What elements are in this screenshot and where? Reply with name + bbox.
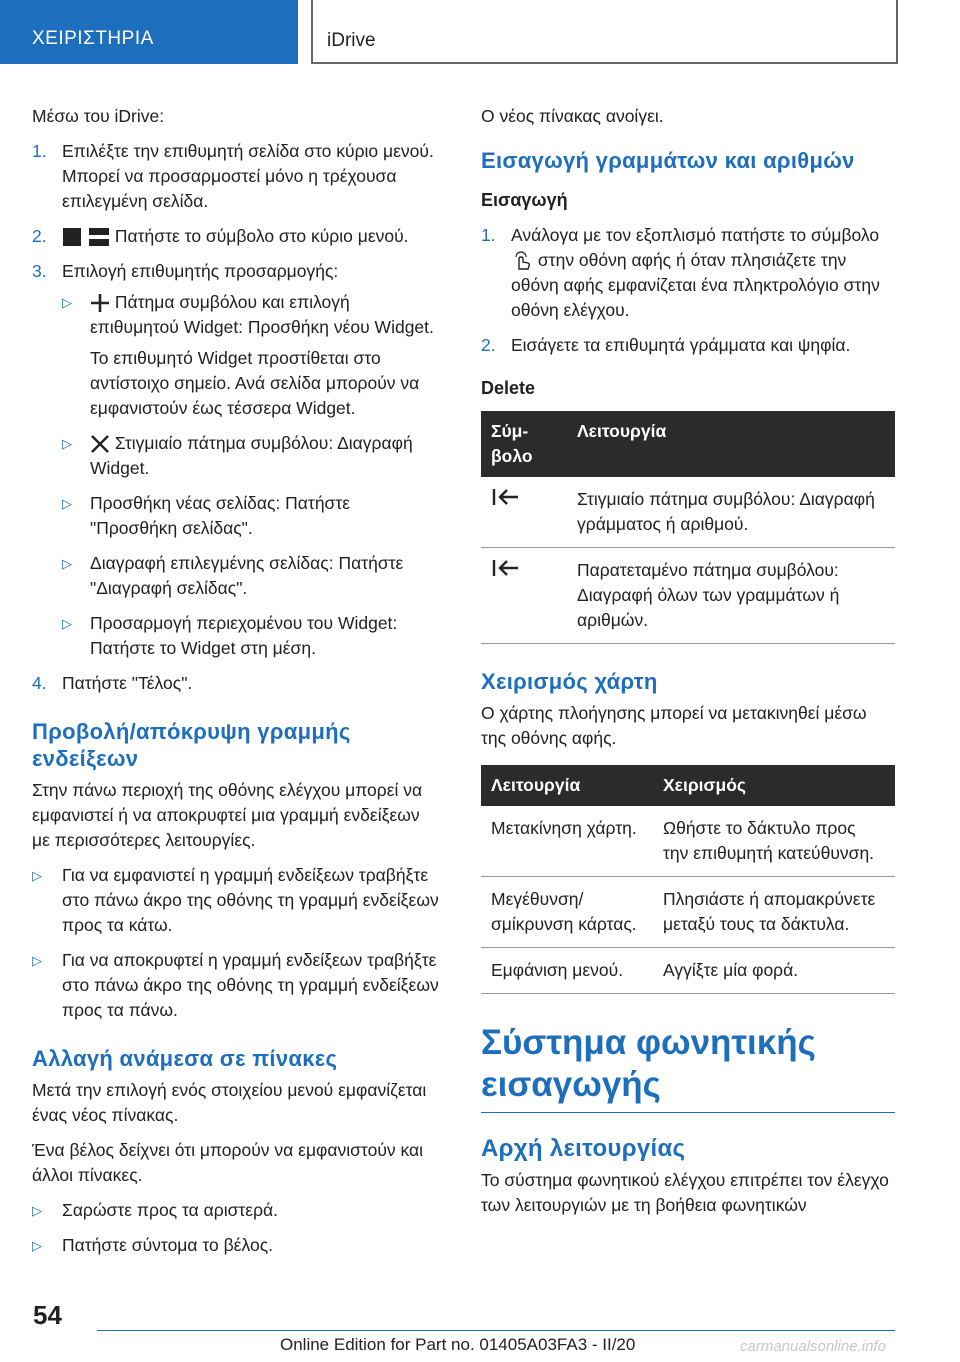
step-3	[32, 259, 442, 284]
backspace-icon	[491, 558, 521, 578]
page-number: 54	[33, 1300, 62, 1330]
table-header: Λειτουργία	[481, 765, 653, 806]
table-header-row	[481, 765, 895, 806]
step-text: Ανάλογα με τον εξοπλισμό πατήστε το σύμβολο	[511, 225, 880, 245]
table-cell: Στιγμιαίο πάτημα συμβόλου: Διαγραφή γράμματος ή αριθμού.	[567, 477, 895, 548]
heading-delete: Delete	[481, 378, 536, 398]
table-cell: Ωθήστε το δάκτυλο προς την επιθυμητή κατεύθυνση.	[653, 806, 895, 877]
step-2	[32, 224, 442, 249]
step-number: 2.	[32, 226, 47, 246]
watermark: carmanualsonline.info	[740, 1338, 886, 1355]
step-1	[32, 139, 442, 214]
bullet	[32, 1198, 442, 1223]
entry-step-1	[481, 223, 895, 323]
step-text: Επιλογή επιθυμητής προσαρμογής:	[62, 261, 339, 281]
panels-text-1: Μετά την επιλογή ενός στοιχείου μενού εμφανίζεται ένας νέος πίνακας.	[32, 1080, 427, 1125]
bullet-triangle-icon: ▷	[62, 436, 72, 451]
step-text: Επιλέξτε την επιθυμητή σελίδα στο κύριο μενού. Μπορεί να προσαρμοστεί μόνο η τρέχουσα επιλεγμένη σελίδα.	[62, 141, 434, 211]
table-header-row	[481, 411, 895, 477]
bullet-text: Πατήστε σύντομα το βέλος.	[62, 1235, 273, 1255]
bullet-text: Για να εμφανιστεί η γραμμή ενδείξεων τραβήξτε στο πάνω άκρο της οθόνης τη γραμμή ενδείξεων προς τα κάτω.	[62, 865, 439, 935]
panels-text-2: Ένα βέλος δείχνει ότι μπορούν να εμφανιστούν και άλλοι πίνακες.	[32, 1140, 424, 1185]
table-cell: Μετακίνηση χάρτη.	[481, 806, 653, 877]
heading-principle: Αρχή λειτουργίας	[481, 1135, 686, 1162]
heading-panels: Αλλαγή ανάμεσα σε πίνακες	[32, 1046, 338, 1071]
header-chapter-tab	[311, 0, 898, 64]
heading-map: Χειρισμός χάρτη	[481, 669, 658, 694]
bullet	[32, 611, 442, 661]
delete-table	[481, 411, 895, 644]
table-row	[481, 548, 895, 644]
hand-touch-icon	[511, 251, 533, 271]
bullet-text: Σαρώστε προς τα αριστερά.	[62, 1200, 279, 1220]
entry-step-2	[481, 333, 895, 358]
table-cell: Παρατεταμένο πάτημα συμβόλου: Διαγραφή όλων των γραμμάτων ή αριθμών.	[567, 548, 895, 644]
table-header: Σύμβολο	[481, 411, 567, 477]
header-chapter: iDrive	[327, 30, 376, 51]
bullet-triangle-icon: ▷	[62, 496, 72, 511]
table-cell: Εμφάνιση μενού.	[481, 948, 653, 994]
step-text: Πατήστε "Τέλος".	[62, 673, 193, 693]
backspace-icon	[491, 487, 521, 507]
bullet	[32, 551, 442, 601]
step-number: 3.	[32, 261, 47, 281]
heading-input: Εισαγωγή γραμμάτων και αριθμών	[481, 148, 855, 173]
map-text: Ο χάρτης πλοήγησης μπορεί να μετακινηθεί μέσω της οθόνης αφής.	[481, 703, 867, 748]
step-text: Εισάγετε τα επιθυμητά γράμματα και ψηφία.	[511, 335, 851, 355]
heading-voice-input: Σύστημα φωνητικής εισαγωγής	[481, 1022, 895, 1113]
step-number: 1.	[481, 225, 496, 245]
bullet-text: Για να αποκρυφτεί η γραμμή ενδείξεων τραβήξτε στο πάνω άκρο της οθόνης τη γραμμή ενδείξεων προς τα πάνω.	[62, 950, 439, 1020]
step-number: 2.	[481, 335, 496, 355]
map-table	[481, 765, 895, 994]
status-text: Στην πάνω περιοχή της οθόνης ελέγχου μπορεί να εμφανιστεί ή να αποκρυφτεί μια γραμμή ενδείξεων με περισσότερες λειτουργίες.	[32, 780, 423, 850]
bullet-triangle-icon: ▷	[62, 295, 72, 310]
close-icon	[90, 434, 110, 454]
bullet-text: Στιγμιαίο πάτημα συμβόλου: Διαγραφή Widget.	[90, 433, 413, 478]
bullet-triangle-icon: ▷	[32, 1203, 42, 1218]
footer-divider	[97, 1330, 895, 1331]
right-column	[481, 104, 895, 1228]
table-cell	[481, 477, 567, 548]
bullet-triangle-icon: ▷	[32, 1238, 42, 1253]
bullet-note: Το επιθυμητό Widget προστίθεται στο αντίστοιχο σημείο. Ανά σελίδα μπορούν να εμφανιστούν έως τέσσερα Widget.	[90, 348, 420, 418]
table-cell: Αγγίξτε μία φορά.	[653, 948, 895, 994]
table-header: Λειτουργία	[567, 411, 895, 477]
step-number: 4.	[32, 673, 47, 693]
principle-text: Το σύστημα φωνητικού ελέγχου επιτρέπει τον έλεγχο των λειτουργιών με τη βοήθεια φωνητικών	[481, 1170, 889, 1215]
bullet-triangle-icon: ▷	[62, 556, 72, 571]
step-4	[32, 671, 442, 696]
step-number: 1.	[32, 141, 47, 161]
footer-edition: Online Edition for Part no. 01405A03FA3 - II/20	[280, 1335, 636, 1354]
bullet-text: Προσαρμογή περιεχομένου του Widget: Πατήστε το Widget στη μέση.	[90, 613, 398, 658]
heading-entry: Εισαγωγή	[481, 190, 568, 210]
table-row	[481, 806, 895, 877]
bullet-text: Πάτημα συμβόλου και επιλογή επιθυμητού Widget: Προσθήκη νέου Widget.	[90, 292, 434, 337]
table-row	[481, 877, 895, 948]
bullet	[32, 948, 442, 1023]
plus-icon	[90, 293, 110, 313]
table-row	[481, 477, 895, 548]
bullet-triangle-icon: ▷	[32, 868, 42, 883]
bullet-text: Διαγραφή επιλεγμένης σελίδας: Πατήστε "Διαγραφή σελίδας".	[90, 553, 404, 598]
left-column	[32, 104, 442, 1268]
table-header: Χειρισμός	[653, 765, 895, 806]
bullet	[32, 290, 442, 340]
table-row	[481, 948, 895, 994]
bullet-triangle-icon: ▷	[32, 953, 42, 968]
heading-status-bar: Προβολή/απόκρυψη γραμμής ενδείξεων	[32, 719, 351, 771]
intro-text: Μέσω του iDrive:	[32, 106, 165, 126]
opens-text: Ο νέος πίνακας ανοίγει.	[481, 106, 664, 126]
bullet	[32, 863, 442, 938]
bullet	[32, 1233, 442, 1258]
table-cell: Μεγέθυνση/ σμίκρυνση κάρτας.	[481, 877, 653, 948]
bullet-triangle-icon: ▷	[62, 616, 72, 631]
step-text: Πατήστε το σύμβολο στο κύριο μενού.	[114, 226, 409, 246]
header-section-tab	[0, 0, 298, 64]
table-cell: Πλησιάστε ή απομακρύνετε μεταξύ τους τα δάκτυλα.	[653, 877, 895, 948]
table-cell	[481, 548, 567, 644]
step-text-cont: στην οθόνη αφής ή όταν πλησιάζετε την οθόνη αφής εμφανίζεται ένα πληκτρολόγιο στην οθόνη ελέγχου.	[511, 250, 880, 320]
bullet	[32, 431, 442, 481]
bullet	[32, 491, 442, 541]
header-section: ΧΕΙΡΙΣΤΗΡΙΑ	[32, 28, 154, 49]
bullet-text: Προσθήκη νέας σελίδας: Πατήστε "Προσθήκη σελίδας".	[90, 493, 351, 538]
widgets-icon	[62, 228, 110, 246]
